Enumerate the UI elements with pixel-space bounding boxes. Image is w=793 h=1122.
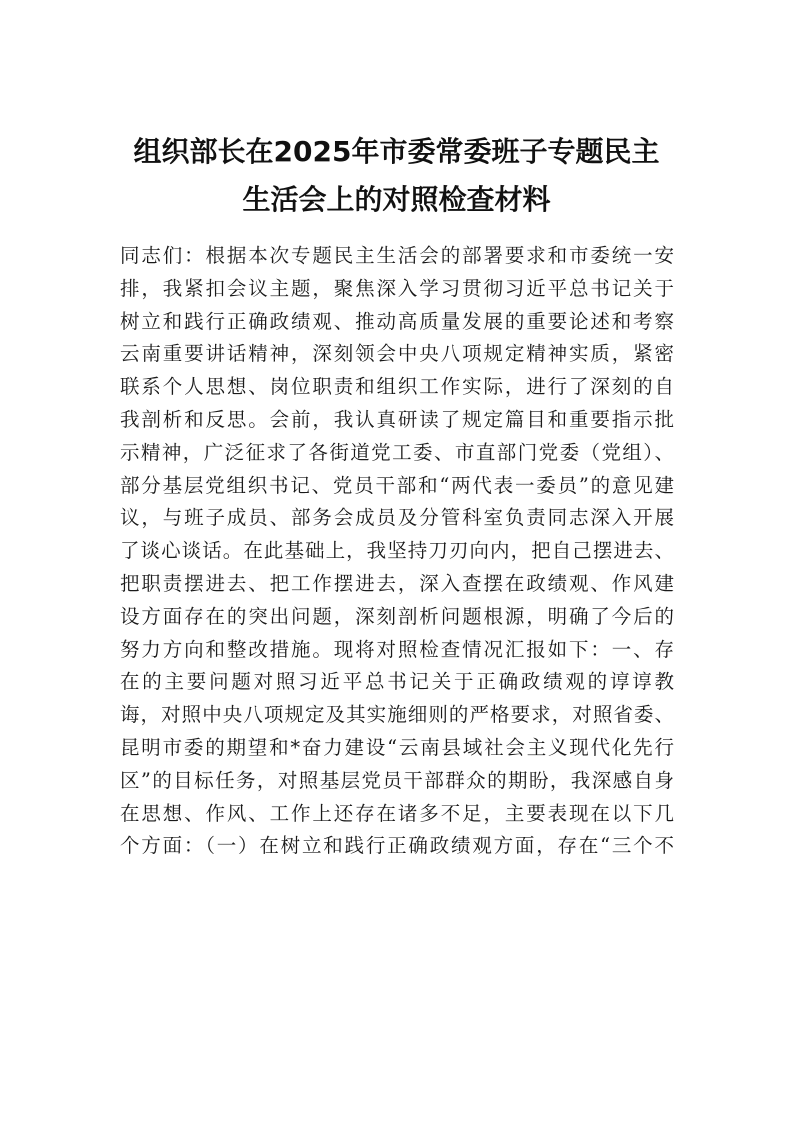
body-line: 在的主要问题对照习近平总书记关于正确政绩观的谆谆教 (120, 670, 674, 694)
body-line: 了谈心谈话。在此基础上，我坚持刀刃向内，把自己摆进去、 (120, 539, 674, 563)
body-line: 议，与班子成员、部务会成员及分管科室负责同志深入开展 (120, 506, 674, 530)
body-line: 树立和践行正确政绩观、推动高质量发展的重要论述和考察 (120, 309, 674, 333)
body-line: 诲，对照中央八项规定及其实施细则的严格要求，对照省委、 (120, 703, 674, 727)
body-line: 排，我紧扣会议主题，聚焦深入学习贯彻习近平总书记关于 (120, 276, 674, 300)
body-line: 个方面：（一）在树立和践行正确政绩观方面，存在“三个不 (120, 834, 674, 858)
body-line: 我剖析和反思。会前，我认真研读了规定篇目和重要指示批 (120, 407, 674, 431)
body-line: 设方面存在的突出问题，深刻剖析问题根源，明确了今后的 (120, 604, 674, 628)
document-body (120, 240, 674, 863)
body-line: 努力方向和整改措施。现将对照检查情况汇报如下：一、存 (120, 637, 674, 661)
document-title (110, 128, 683, 224)
title-line: 生活会上的对照检查材料 (242, 183, 551, 216)
body-line: 示精神，广泛征求了各街道党工委、市直部门党委（党组）、 (120, 440, 674, 464)
body-line: 把职责摆进去、把工作摆进去，深入查摆在政绩观、作风建 (120, 571, 674, 595)
body-line: 部分基层党组织书记、党员干部和“两代表一委员”的意见建 (120, 473, 674, 497)
body-line: 联系个人思想、岗位职责和组织工作实际，进行了深刻的自 (120, 375, 674, 399)
body-line: 在思想、作风、工作上还存在诸多不足，主要表现在以下几 (120, 801, 674, 825)
body-line: 昆明市委的期望和*奋力建设“云南县域社会主义现代化先行 (120, 735, 674, 759)
body-line: 同志们：根据本次专题民主生活会的部署要求和市委统一安 (120, 244, 674, 267)
body-line: 云南重要讲话精神，深刻领会中央八项规定精神实质，紧密 (120, 342, 674, 366)
title-line: 组织部长在2025年市委常委班子专题民主 (133, 135, 660, 168)
body-line: 区”的目标任务，对照基层党员干部群众的期盼，我深感自身 (120, 768, 674, 792)
